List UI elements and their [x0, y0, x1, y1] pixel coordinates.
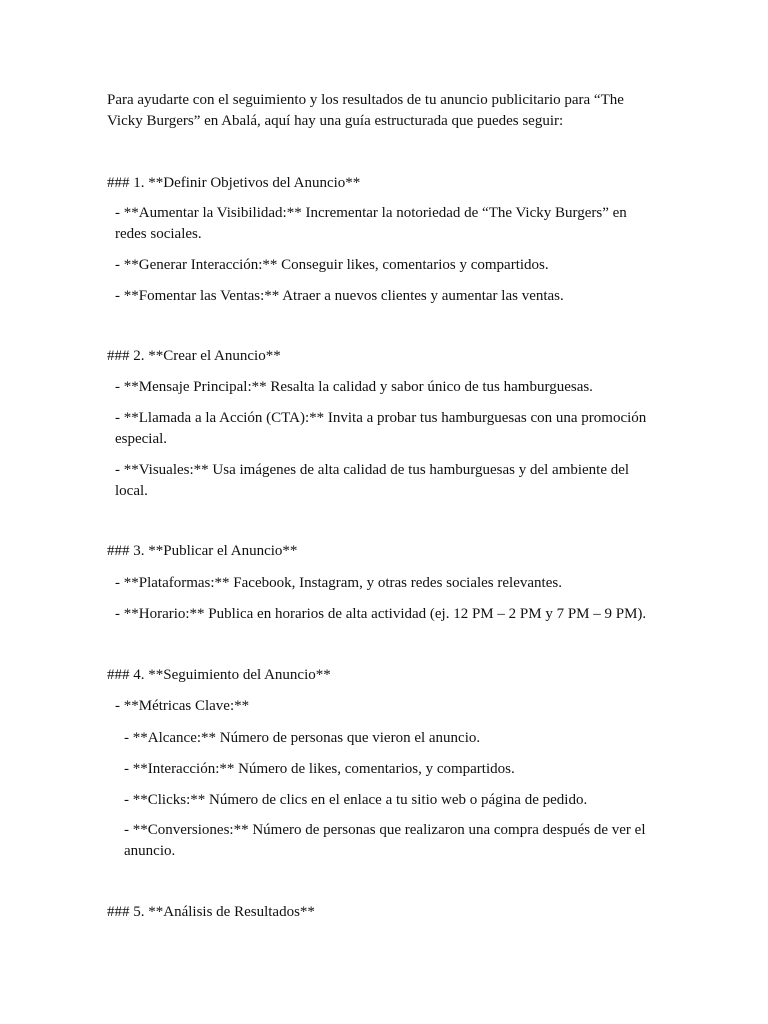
- section-3-item-1: - **Plataformas:** Facebook, Instagram, y otras redes sociales relevantes.: [115, 575, 562, 591]
- section-2-item-2: - **Llamada a la Acción (CTA):** Invita a probar tus hamburguesas con una promoción especial.: [115, 410, 647, 447]
- section-3-item-2: - **Horario:** Publica en horarios de alta actividad (ej. 12 PM – 2 PM y 7 PM – 9 PM).: [115, 606, 647, 622]
- section-1-item-3: - **Fomentar las Ventas:** Atraer a nuevos clientes y aumentar las ventas.: [115, 288, 564, 304]
- section-heading-2: ### 2. **Crear el Anuncio**: [107, 348, 281, 364]
- section-1-item-2: - **Generar Interacción:** Conseguir likes, comentarios y compartidos.: [115, 257, 549, 273]
- section-heading-5: ### 5. **Análisis de Resultados**: [107, 904, 315, 920]
- section-4-subitem-3: - **Clicks:** Número de clics en el enlace a tu sitio web o página de pedido.: [124, 792, 588, 808]
- section-heading-4: ### 4. **Seguimiento del Anuncio**: [107, 667, 331, 683]
- section-4-subitem-1: - **Alcance:** Número de personas que vieron el anuncio.: [124, 730, 481, 746]
- section-heading-1: ### 1. **Definir Objetivos del Anuncio**: [107, 175, 361, 191]
- section-4-subitem-2: - **Interacción:** Número de likes, comentarios, y compartidos.: [124, 761, 515, 777]
- section-4-item-1: - **Métricas Clave:**: [115, 698, 250, 714]
- section-4-subitem-4: - **Conversiones:** Número de personas que realizaron una compra después de ver el anuncio.: [124, 822, 646, 859]
- section-2-item-3: - **Visuales:** Usa imágenes de alta calidad de tus hamburguesas y del ambiente del local.: [115, 462, 630, 499]
- section-1-item-1: - **Aumentar la Visibilidad:** Incrementar la notoriedad de “The Vicky Burgers” en redes sociales.: [115, 205, 627, 242]
- intro-paragraph: Para ayudarte con el seguimiento y los resultados de tu anuncio publicitario para “The Vicky Burgers” en Abalá, aquí hay una guía estructurada que puedes seguir:: [107, 92, 624, 129]
- section-heading-3: ### 3. **Publicar el Anuncio**: [107, 543, 298, 559]
- section-2-item-1: - **Mensaje Principal:** Resalta la calidad y sabor único de tus hamburguesas.: [115, 379, 593, 395]
